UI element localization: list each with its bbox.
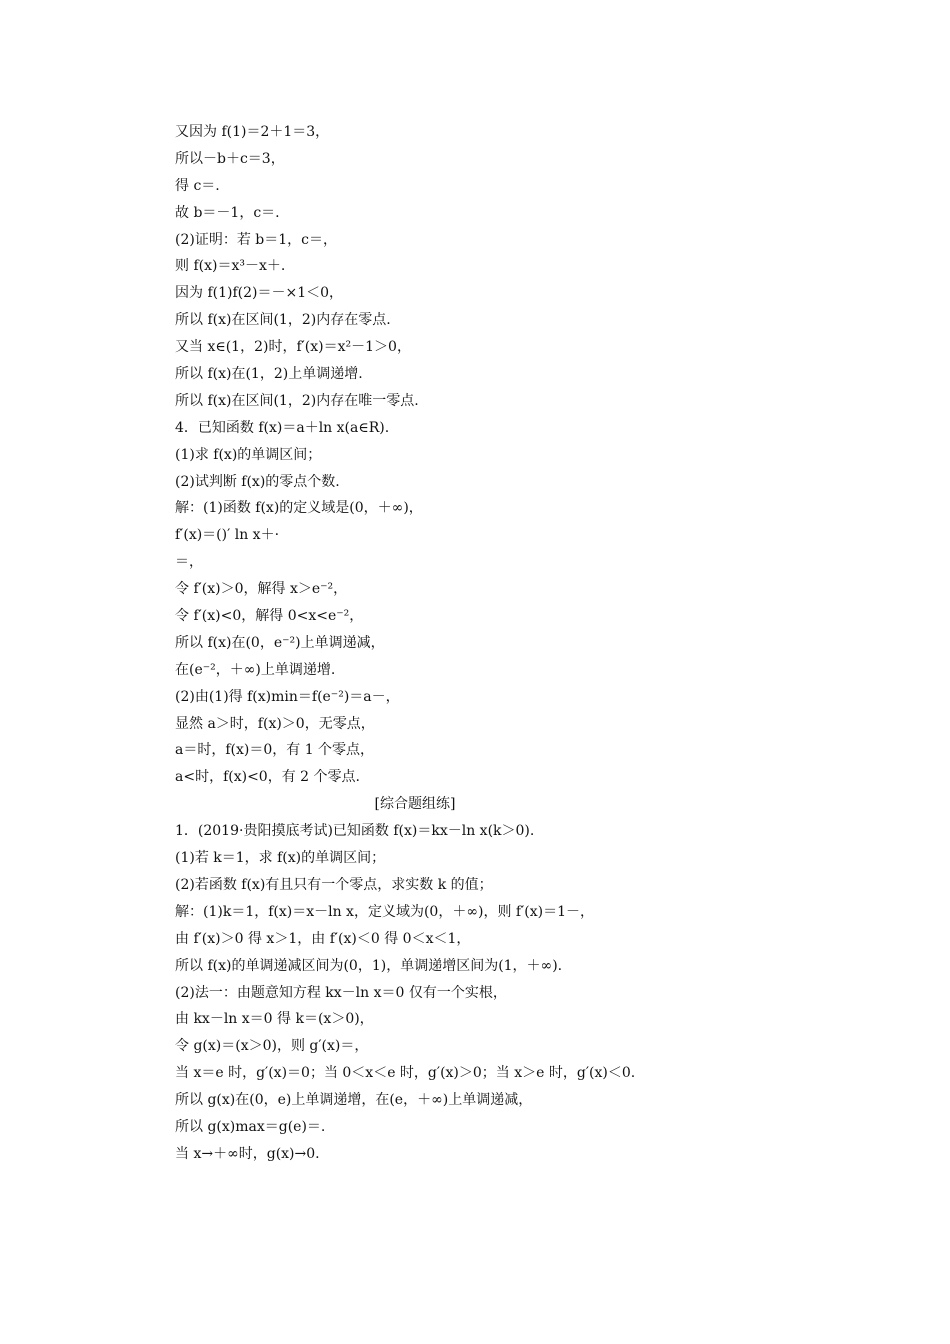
text-line: a<时，f(x)<0，有 2 个零点. <box>175 769 360 786</box>
document-body <box>175 119 735 1168</box>
text-line: f′(x)＝()′ ln x＋· <box>175 527 280 544</box>
text-line: 所以 f(x)在区间(1，2)内存在零点. <box>175 312 391 329</box>
text-line: 在(e⁻²，＋∞)上单调递增. <box>175 661 336 678</box>
text-line: 由 f′(x)＞0 得 x＞1，由 f′(x)＜0 得 0＜x＜1， <box>175 930 471 947</box>
text-line: 所以－b＋c＝3， <box>175 150 285 167</box>
text-line: (2)证明：若 b＝1，c＝， <box>175 231 337 248</box>
text-line: a＝时，f(x)＝0，有 1 个零点， <box>175 742 375 759</box>
text-line: (2)试判断 f(x)的零点个数. <box>175 473 340 490</box>
text-line: 又因为 f(1)＝2＋1＝3， <box>175 124 330 140</box>
text-line: 则 f(x)＝x³－x＋. <box>175 258 286 275</box>
text-line: 故 b＝－1，c＝. <box>175 204 280 221</box>
text-line: 由 kx－ln x＝0 得 k＝(x＞0)， <box>175 1011 374 1028</box>
section-heading: [综合题组练] <box>374 796 456 813</box>
text-line: 因为 f(1)f(2)＝－×1＜0， <box>175 285 344 302</box>
text-line: (2)由(1)得 f(x)min＝f(e⁻²)＝a－， <box>175 688 400 705</box>
text-line: 令 f′(x)<0，解得 0<x<e⁻²， <box>175 608 364 625</box>
text-line: 所以 g(x)在(0，e)上单调递增，在(e，＋∞)上单调递减， <box>175 1092 533 1109</box>
text-line: (2)若函数 f(x)有且只有一个零点，求实数 k 的值； <box>175 876 493 893</box>
text-line: 解：(1)函数 f(x)的定义域是(0，＋∞)， <box>175 500 423 517</box>
text-line: (1)若 k＝1，求 f(x)的单调区间； <box>175 850 386 867</box>
text-line: 解：(1)k＝1，f(x)＝x－ln x，定义域为(0，＋∞)，则 f′(x)＝1－， <box>175 903 594 920</box>
text-line: (2)法一：由题意知方程 kx－ln x＝0 仅有一个实根， <box>175 984 507 1001</box>
problem-1-statement: 1．(2019·贵阳摸底考试)已知函数 f(x)＝kx－ln x(k＞0). <box>175 823 535 840</box>
text-line: 当 x＝e 时，g′(x)＝0；当 0＜x＜e 时，g′(x)＞0；当 x＞e 时，g′(x)＜0. <box>175 1065 636 1082</box>
text-line: 所以 f(x)的单调递减区间为(0，1)，单调递增区间为(1，＋∞). <box>175 957 563 974</box>
text-line: ＝， <box>175 554 203 571</box>
text-line: 所以 g(x)max＝g(e)＝. <box>175 1118 326 1135</box>
text-line: 所以 f(x)在(0，e⁻²)上单调递减， <box>175 634 385 651</box>
text-line: 令 g(x)＝(x＞0)，则 g′(x)＝， <box>175 1038 369 1055</box>
text-line: (1)求 f(x)的单调区间； <box>175 446 322 463</box>
text-line: 得 c＝. <box>175 177 220 194</box>
text-line: 又当 x∈(1，2)时，f′(x)＝x²－1＞0， <box>175 339 411 356</box>
text-line: 令 f′(x)＞0，解得 x＞e⁻²， <box>175 581 348 598</box>
text-line: 显然 a＞时，f(x)＞0，无零点， <box>175 715 375 732</box>
text-line: 当 x→＋∞时，g(x)→0. <box>175 1145 320 1162</box>
text-line: 所以 f(x)在(1，2)上单调递增. <box>175 366 363 383</box>
text-line: 所以 f(x)在区间(1，2)内存在唯一零点. <box>175 392 419 409</box>
problem-4-statement: 4．已知函数 f(x)＝a＋ln x(a∈R). <box>175 419 390 436</box>
